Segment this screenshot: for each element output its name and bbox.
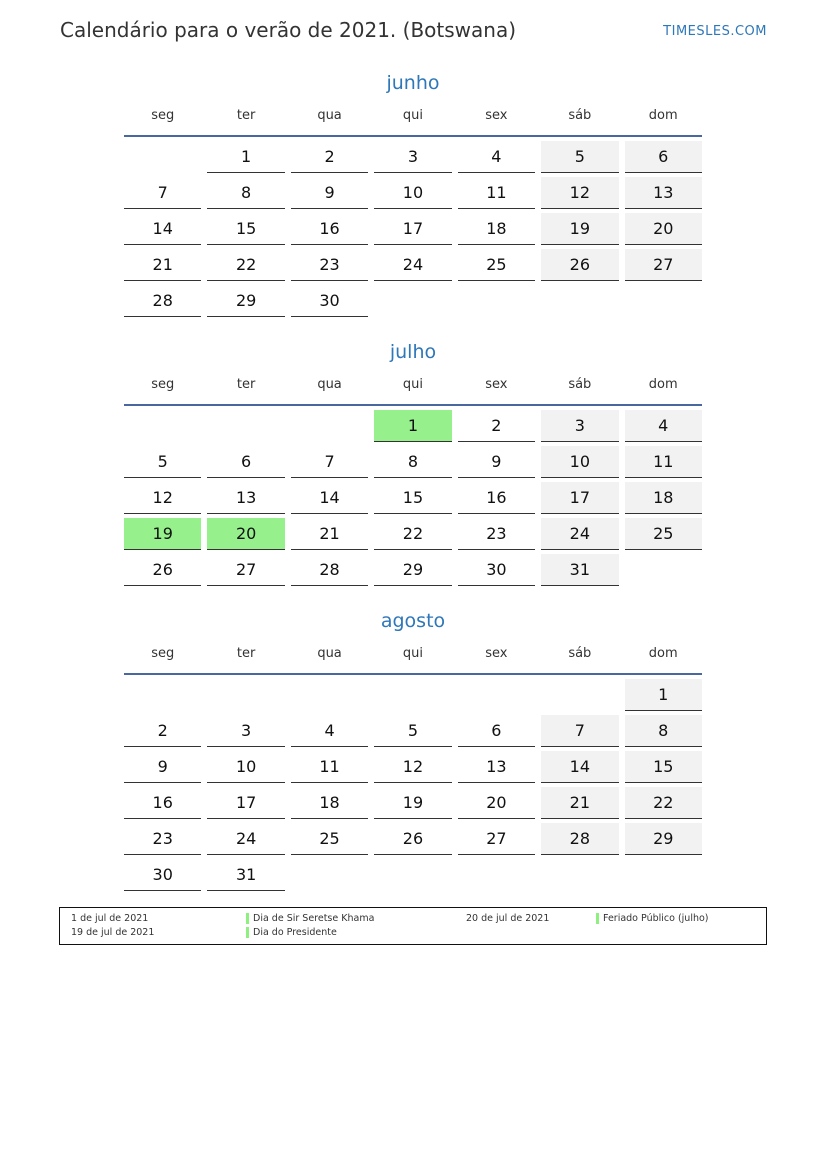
weekday-label: seg bbox=[151, 377, 175, 392]
empty-day-cell bbox=[291, 679, 368, 710]
day-cell: 30 bbox=[291, 285, 368, 317]
week-row bbox=[124, 518, 702, 550]
day-cell: 6 bbox=[625, 141, 702, 173]
day-cell: 12 bbox=[124, 482, 201, 514]
day-cell: 2 bbox=[458, 410, 535, 442]
legend-color-marker bbox=[246, 913, 249, 924]
day-cell: 29 bbox=[207, 285, 284, 317]
day-cell: 15 bbox=[207, 213, 284, 245]
weekday-label: qui bbox=[402, 108, 424, 123]
day-cell: 28 bbox=[124, 285, 201, 317]
day-cell: 1 bbox=[625, 679, 702, 711]
legend-holiday-name bbox=[246, 927, 337, 938]
day-cell: 10 bbox=[207, 751, 284, 783]
empty-day-cell bbox=[458, 679, 535, 710]
weekday-label: sáb bbox=[568, 108, 592, 123]
month-title: agosto bbox=[380, 610, 446, 632]
legend-holiday-label: Feriado Público (julho) bbox=[603, 913, 709, 924]
day-cell: 7 bbox=[124, 177, 201, 209]
weekday-label: dom bbox=[648, 377, 678, 392]
week-row bbox=[124, 213, 702, 245]
week-row bbox=[124, 715, 702, 747]
empty-day-cell bbox=[458, 859, 535, 890]
day-cell: 21 bbox=[541, 787, 618, 819]
day-cell: 31 bbox=[541, 554, 618, 586]
weekday-label: qui bbox=[402, 646, 424, 661]
day-cell: 25 bbox=[625, 518, 702, 550]
legend-holiday-label: Dia de Sir Seretse Khama bbox=[253, 913, 375, 924]
day-cell: 1 bbox=[207, 141, 284, 173]
legend-date: 1 de jul de 2021 bbox=[71, 913, 149, 924]
day-cell: 27 bbox=[207, 554, 284, 586]
holiday-day-cell: 1 bbox=[374, 410, 451, 442]
weekday-label: sex bbox=[485, 646, 508, 661]
month-title: julho bbox=[389, 341, 437, 363]
month-july bbox=[124, 337, 702, 586]
week-row bbox=[124, 823, 702, 855]
day-cell: 8 bbox=[374, 446, 451, 478]
weekday-header bbox=[124, 642, 702, 666]
weekday-label: qua bbox=[317, 108, 342, 123]
weekday-label: sex bbox=[485, 377, 508, 392]
day-cell: 11 bbox=[291, 751, 368, 783]
empty-day-cell bbox=[291, 859, 368, 890]
day-cell: 23 bbox=[458, 518, 535, 550]
day-cell: 13 bbox=[458, 751, 535, 783]
weekday-label: dom bbox=[648, 108, 678, 123]
weekday-label: qua bbox=[317, 377, 342, 392]
day-cell: 8 bbox=[207, 177, 284, 209]
empty-day-cell bbox=[124, 410, 201, 441]
weekday-header bbox=[124, 373, 702, 397]
day-cell: 11 bbox=[625, 446, 702, 478]
week-row bbox=[124, 787, 702, 819]
day-cell: 5 bbox=[374, 715, 451, 747]
day-cell: 18 bbox=[291, 787, 368, 819]
day-cell: 6 bbox=[207, 446, 284, 478]
brand-link[interactable]: TIMESLES.COM bbox=[663, 24, 767, 39]
day-cell: 27 bbox=[458, 823, 535, 855]
day-cell: 23 bbox=[124, 823, 201, 855]
day-cell: 17 bbox=[207, 787, 284, 819]
weekday-label: ter bbox=[236, 646, 256, 661]
day-cell: 8 bbox=[625, 715, 702, 747]
empty-day-cell bbox=[207, 679, 284, 710]
day-cell: 26 bbox=[374, 823, 451, 855]
empty-day-cell bbox=[625, 554, 702, 585]
day-cell: 22 bbox=[207, 249, 284, 281]
day-cell: 4 bbox=[291, 715, 368, 747]
day-cell: 9 bbox=[458, 446, 535, 478]
legend-holiday-label: Dia do Presidente bbox=[253, 927, 337, 938]
empty-day-cell bbox=[541, 285, 618, 316]
day-cell: 28 bbox=[291, 554, 368, 586]
weekday-label: sáb bbox=[568, 646, 592, 661]
day-cell: 13 bbox=[625, 177, 702, 209]
day-cell: 4 bbox=[458, 141, 535, 173]
day-cell: 21 bbox=[124, 249, 201, 281]
day-cell: 18 bbox=[458, 213, 535, 245]
week-row bbox=[124, 859, 702, 891]
day-cell: 2 bbox=[124, 715, 201, 747]
day-cell: 22 bbox=[625, 787, 702, 819]
day-cell: 7 bbox=[541, 715, 618, 747]
week-row bbox=[124, 482, 702, 514]
header-divider bbox=[124, 135, 702, 137]
day-cell: 18 bbox=[625, 482, 702, 514]
legend-holiday-name bbox=[246, 913, 374, 924]
day-cell: 25 bbox=[291, 823, 368, 855]
day-cell: 5 bbox=[541, 141, 618, 173]
day-cell: 20 bbox=[458, 787, 535, 819]
day-cell: 26 bbox=[124, 554, 201, 586]
day-cell: 3 bbox=[374, 141, 451, 173]
header-divider bbox=[124, 673, 702, 675]
legend-date: 20 de jul de 2021 bbox=[466, 913, 550, 924]
day-cell: 28 bbox=[541, 823, 618, 855]
empty-day-cell bbox=[124, 679, 201, 710]
page-title: Calendário para o verão de 2021. (Botswana) bbox=[60, 18, 517, 42]
day-cell: 5 bbox=[124, 446, 201, 478]
holiday-day-cell: 20 bbox=[207, 518, 284, 550]
week-row bbox=[124, 679, 702, 711]
week-row bbox=[124, 249, 702, 281]
day-cell: 31 bbox=[207, 859, 284, 891]
day-cell: 17 bbox=[374, 213, 451, 245]
day-cell: 19 bbox=[541, 213, 618, 245]
week-row bbox=[124, 141, 702, 173]
day-cell: 7 bbox=[291, 446, 368, 478]
weekday-label: ter bbox=[236, 377, 256, 392]
day-cell: 24 bbox=[207, 823, 284, 855]
day-cell: 25 bbox=[458, 249, 535, 281]
empty-day-cell bbox=[541, 859, 618, 890]
day-cell: 29 bbox=[374, 554, 451, 586]
empty-day-cell bbox=[291, 410, 368, 441]
day-cell: 14 bbox=[541, 751, 618, 783]
weekday-label: sáb bbox=[568, 377, 592, 392]
legend-holiday-name bbox=[596, 913, 709, 924]
day-cell: 6 bbox=[458, 715, 535, 747]
day-cell: 21 bbox=[291, 518, 368, 550]
day-cell: 19 bbox=[374, 787, 451, 819]
month-june bbox=[124, 68, 702, 317]
day-cell: 30 bbox=[124, 859, 201, 891]
empty-day-cell bbox=[374, 859, 451, 890]
week-row bbox=[124, 554, 702, 586]
day-cell: 10 bbox=[374, 177, 451, 209]
week-row bbox=[124, 751, 702, 783]
day-cell: 17 bbox=[541, 482, 618, 514]
day-cell: 16 bbox=[458, 482, 535, 514]
day-cell: 9 bbox=[291, 177, 368, 209]
day-cell: 16 bbox=[291, 213, 368, 245]
weekday-label: seg bbox=[151, 646, 175, 661]
legend-date: 19 de jul de 2021 bbox=[71, 927, 155, 938]
empty-day-cell bbox=[207, 410, 284, 441]
day-cell: 20 bbox=[625, 213, 702, 245]
weekday-label: qui bbox=[402, 377, 424, 392]
holiday-legend bbox=[59, 907, 767, 945]
empty-day-cell bbox=[541, 679, 618, 710]
weekday-label: qua bbox=[317, 646, 342, 661]
day-cell: 12 bbox=[374, 751, 451, 783]
day-cell: 10 bbox=[541, 446, 618, 478]
day-grid bbox=[124, 410, 702, 586]
day-cell: 23 bbox=[291, 249, 368, 281]
weekday-label: ter bbox=[236, 108, 256, 123]
empty-day-cell bbox=[124, 141, 201, 172]
empty-day-cell bbox=[374, 285, 451, 316]
day-cell: 4 bbox=[625, 410, 702, 442]
day-cell: 3 bbox=[207, 715, 284, 747]
day-cell: 3 bbox=[541, 410, 618, 442]
day-cell: 12 bbox=[541, 177, 618, 209]
week-row bbox=[124, 285, 702, 317]
month-august bbox=[124, 606, 702, 891]
day-cell: 15 bbox=[625, 751, 702, 783]
legend-color-marker bbox=[596, 913, 599, 924]
day-cell: 14 bbox=[291, 482, 368, 514]
week-row bbox=[124, 177, 702, 209]
day-cell: 14 bbox=[124, 213, 201, 245]
day-cell: 11 bbox=[458, 177, 535, 209]
week-row bbox=[124, 410, 702, 442]
week-row bbox=[124, 446, 702, 478]
empty-day-cell bbox=[458, 285, 535, 316]
day-cell: 16 bbox=[124, 787, 201, 819]
day-cell: 22 bbox=[374, 518, 451, 550]
header-divider bbox=[124, 404, 702, 406]
day-cell: 13 bbox=[207, 482, 284, 514]
empty-day-cell bbox=[374, 679, 451, 710]
weekday-label: dom bbox=[648, 646, 678, 661]
month-title: junho bbox=[386, 72, 440, 94]
legend-color-marker bbox=[246, 927, 249, 938]
day-grid bbox=[124, 141, 702, 317]
day-cell: 24 bbox=[541, 518, 618, 550]
day-cell: 26 bbox=[541, 249, 618, 281]
weekday-header bbox=[124, 104, 702, 128]
day-cell: 2 bbox=[291, 141, 368, 173]
weekday-label: seg bbox=[151, 108, 175, 123]
day-cell: 27 bbox=[625, 249, 702, 281]
empty-day-cell bbox=[625, 285, 702, 316]
day-cell: 24 bbox=[374, 249, 451, 281]
day-cell: 29 bbox=[625, 823, 702, 855]
day-cell: 9 bbox=[124, 751, 201, 783]
day-grid bbox=[124, 679, 702, 891]
holiday-day-cell: 19 bbox=[124, 518, 201, 550]
empty-day-cell bbox=[625, 859, 702, 890]
day-cell: 30 bbox=[458, 554, 535, 586]
day-cell: 15 bbox=[374, 482, 451, 514]
weekday-label: sex bbox=[485, 108, 508, 123]
